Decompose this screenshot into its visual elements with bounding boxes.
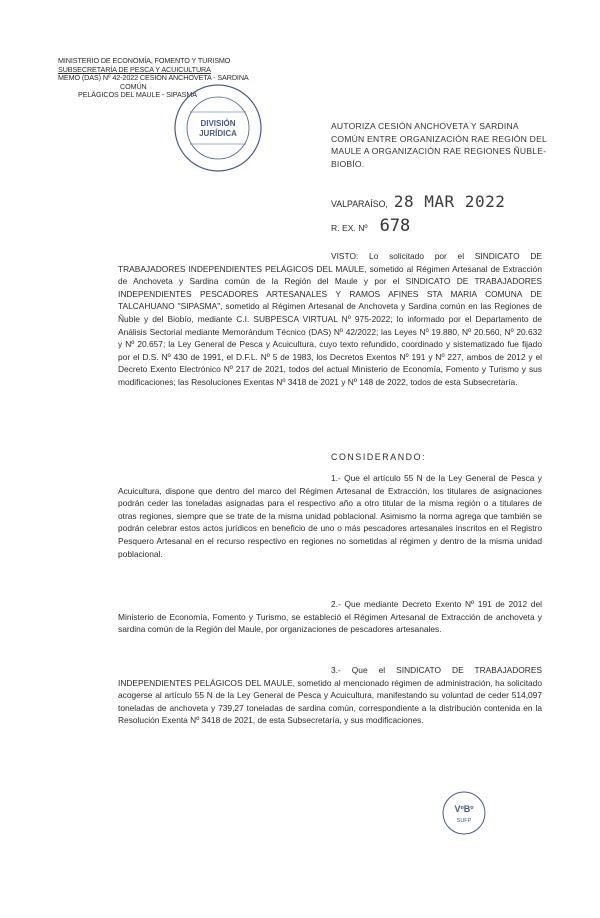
memo-reference-end: PELÁGICOS DEL MAULE - SIPASMA (78, 90, 197, 100)
considerando-1 (118, 472, 542, 560)
considerando-1-text: 1.- Que el artículo 55 N de la Ley General de Pesca y Acuicultura, dispone que dentro del marco del Régimen Artesanal de Extracción, los titulares de asignaciones podrán ceder las toneladas asignadas para el respectivo año a otro titular de la misma región o a titulares de otras regiones, siempre que se trate de la misma unidad poblacional. Asimismo la norma agrega que también se podrán celebrar estos actos jurídicos en beneficio de uno o más pescadores artesanales inscritos en el Registro Pesquero Artesanal en el recurso respectivo en regiones no sometidas al régimen y dentro de la misma unidad poblacional. (118, 473, 542, 559)
subsecretaria-name: SUBSECRETARÍA DE PESCA Y ACUICULTURA (58, 64, 211, 74)
date-stamp: 28 MAR 2022 (393, 192, 506, 211)
considerando-2 (118, 598, 542, 636)
place-name: VALPARAÍSO, (331, 199, 388, 209)
considerando-2-text: 2.- Que mediante Decreto Exento Nº 191 de 2012 del Ministerio de Economía, Fomento y Turismo, se estableció el Régimen Artesanal de Extracción de anchoveta y sardina común de la Región del Maule, por organizaciones de pescadores artesanales. (118, 599, 542, 635)
stamp-text-division: DIVISIÓN (200, 119, 236, 128)
division-juridica-stamp (172, 82, 264, 174)
memo-reference-cont: COMÚN (120, 81, 147, 91)
resolution-number-line (331, 216, 410, 236)
visto-text: VISTO: Lo solicitado por el SINDICATO DE TRABAJADORES INDEPENDIENTES PELÁGICOS DEL MAULE, sometido al Régimen Artesanal de Extracción de Anchoveta y Sardina común de la Región del Maule y por el SINDICATO DE TRABAJADORES INDEPENDIENTES PESCADORES ARTESANALES Y RAMOS AFINES STA MARIA COMUNA DE TALCAHUANO "SIPASMA", sometido al Régimen Artesanal de Anchoveta y Sardina común en las Regiones de Ñuble y del Biobío, mediante C.I. SUBPESCA VIRTUAL Nº 975-2022; lo informado por el Departamento de Análisis Sectorial mediante Memorándum Técnico (DAS) Nº 42/2022; las Leyes Nº 19.880, Nº 20.560, Nº 20.632 y Nº 20.657; la Ley General de Pesca y Acuicultura, cuyo texto refundido, coordinado y sistematizado fue fijado por el D.S. Nº 430 de 1991, el D.F.L. Nº 5 de 1983, los Decretos Exentos Nº 191 y Nº 227, ambos de 2012 y el Decreto Exento Electrónico Nº 217 de 2021, todos del actual Ministerio de Economía, Fomento y Turismo y sus modificaciones; las Resoluciones Exentas Nº 3418 de 2021 y Nº 148 de 2022, todos de esta Subsecretaría. (118, 251, 542, 387)
considerando-3-text: 3.- Que el SINDICATO DE TRABAJADORES INDEPENDIENTES PELÁGICOS DEL MAULE, sometido al mencionado régimen de administración, ha solicitado acogerse al artículo 55 N de la Ley General de Pesca y Acuicultura, manifestando su voluntad de ceder 514,097 toneladas de anchoveta y 739,27 toneladas de sardina común, correspondiente a la distribución contenida en la Resolución Exenta Nº 3418 de 2021, de esta Subsecretaría, y sus modificaciones. (118, 665, 542, 726)
considerando-3 (118, 664, 542, 727)
visto-bueno-stamp (441, 790, 487, 836)
considerando-heading: CONSIDERANDO: (331, 452, 427, 462)
stamp-text-juridica: JURÍDICA (199, 129, 237, 138)
resolution-subject: AUTORIZA CESIÓN ANCHOVETA Y SARDINA COMÚN ENTRE ORGANIZACIÓN RAE REGIÓN DEL MAULE A ORGANIZACIÓN RAE REGIONES ÑUBLE-BIOBÍO. (331, 121, 547, 169)
ministry-name: MINISTERIO DE ECONOMÍA, FOMENTO Y TURISMO (58, 56, 231, 65)
rex-number: 678 (379, 216, 411, 236)
vb-initials: SUFP (456, 818, 472, 824)
vb-mark: VºBº (454, 804, 474, 814)
rex-label: R. EX. Nº (331, 223, 368, 233)
memo-reference: MEMO (DAS) Nº 42-2022 CESIÓN ANCHOVETA - SARDINA (58, 73, 249, 83)
visto-paragraph (118, 250, 542, 389)
place-date-line (331, 192, 505, 211)
